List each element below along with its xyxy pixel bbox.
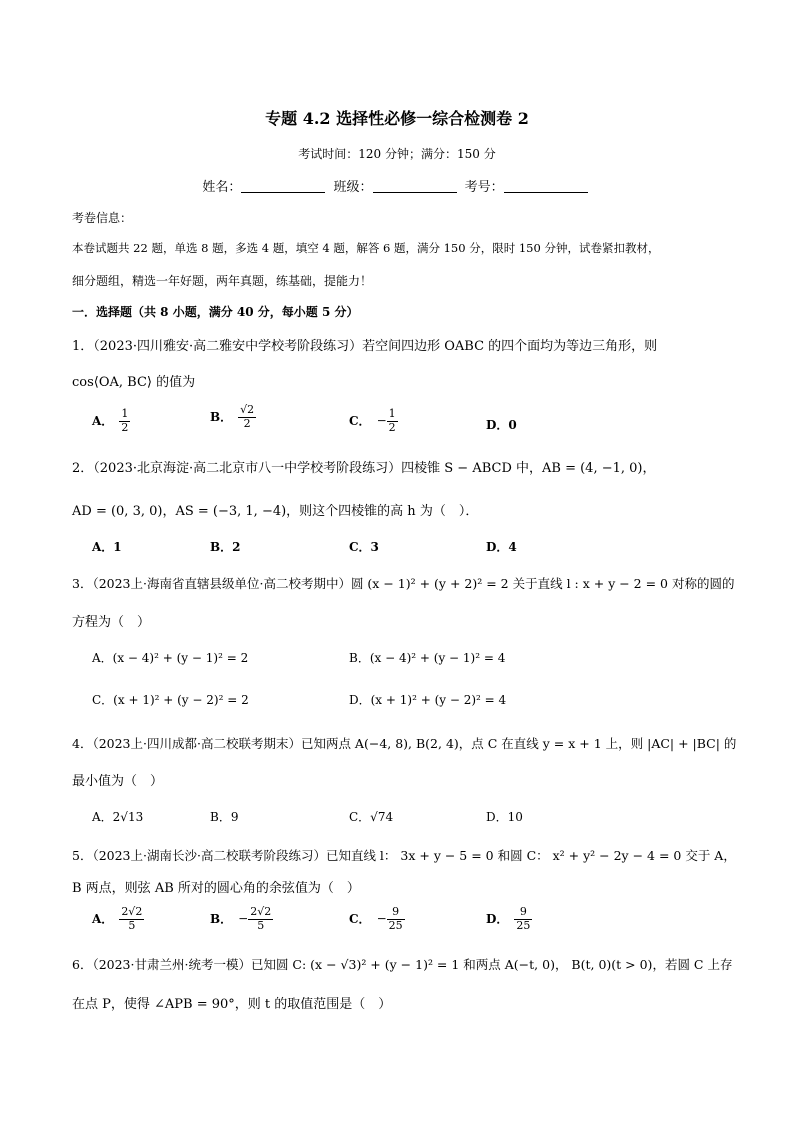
- exam-time-info: 考试时间：120 分钟；满分：150 分: [298, 147, 496, 161]
- name-label: 姓名：: [202, 180, 242, 195]
- question-5-line-2: B 两点，则弦 AB 所对的圆心角的余弦值为（ ）: [72, 881, 360, 896]
- info-line-2: 细分题组，精选一年好题，两年真题，练基础，提能力！: [72, 274, 373, 288]
- question-1-line-1: 1．（2023·四川雅安·高二雅安中学校考阶段练习）若空间四边形 OABC 的四个面均为等边三角形，则: [72, 339, 658, 354]
- question-3-option-b: B．(x − 4)² + (y − 1)² = 4: [349, 651, 506, 665]
- question-4-option-c: C．√74: [349, 810, 394, 824]
- question-3-line-2: 方程为（ ）: [72, 615, 151, 630]
- question-1-option-b: B． $\frac{√2}{2}$: [210, 403, 255, 430]
- question-2-option-b: B．2: [210, 540, 241, 554]
- info-heading: 考卷信息：: [72, 211, 133, 225]
- question-1-line-2: cos⟨OA, BC⟩ 的值为: [72, 375, 196, 390]
- student-info-row: [0, 176, 794, 195]
- question-2-line-1: 2．（2023·北京海淀·高二北京市八一中学校考阶段练习）四棱锥 S − ABCD 中，AB = (4, −1, 0)，: [72, 461, 656, 476]
- section-heading: 一．选择题（共 8 小题，满分 40 分，每小题 5 分）: [72, 305, 359, 319]
- question-1-option-a: A． $\frac{1}{2}$: [92, 407, 129, 434]
- question-3-option-d: D．(x + 1)² + (y − 2)² = 4: [349, 693, 507, 707]
- question-1-option-c: C． − $\frac{1}{2}$: [349, 407, 396, 434]
- question-2-option-d: D．4: [486, 540, 517, 554]
- page-title: 专题 4.2 选择性必修一综合检测卷 2: [265, 109, 529, 128]
- name-blank: [241, 179, 325, 193]
- class-blank: [373, 179, 457, 193]
- question-4-option-d: D．10: [486, 810, 523, 824]
- info-line-1: 本卷试题共 22 题，单选 8 题，多选 4 题，填空 4 题，解答 6 题，满分 150 分，限时 150 分钟，试卷紧扣教材，: [72, 241, 660, 255]
- question-5-option-b: B． − $\frac{2√2}{5}$: [210, 905, 272, 932]
- question-6-line-1: 6．（2023·甘肃兰州·统考一模）已知圆 C: (x − √3)² + (y − 1)² = 1 和两点 A(−t, 0)， B(t, 0)(t > 0)，若圆 C 上存: [72, 957, 733, 972]
- question-4-option-b: B．9: [210, 810, 239, 824]
- question-2-line-2: AD = (0, 3, 0)，AS = (−3, 1, −4)，则这个四棱锥的高 h 为（ ）．: [72, 504, 479, 519]
- question-5-option-a: A． $\frac{2√2}{5}$: [92, 905, 143, 932]
- question-6-line-2: 在点 P，使得 ∠APB = 90°，则 t 的取值范围是（ ）: [72, 997, 392, 1012]
- question-2-option-a: A．1: [92, 540, 122, 554]
- question-5-line-1: 5．（2023上·湖南长沙·高二校联考阶段练习）已知直线 l： 3x + y − 5 = 0 和圆 C： x² + y² − 2y − 4 = 0 交于 A，: [72, 848, 736, 863]
- question-3-line-1: 3．（2023上·海南省直辖县级单位·高二校考期中）圆 (x − 1)² + (y + 2)² = 2 关于直线 l : x + y − 2 = 0 对称的圆的: [72, 576, 735, 591]
- class-label: 班级：: [333, 180, 373, 195]
- question-4-line-1: 4．（2023上·四川成都·高二校联考期末）已知两点 A(−4, 8), B(2, 4)，点 C 在直线 y = x + 1 上，则 |AC| + |BC| 的: [72, 736, 737, 751]
- question-3-option-c: C．(x + 1)² + (y − 2)² = 2: [92, 693, 249, 707]
- number-label: 考号：: [464, 180, 504, 195]
- question-3-option-a: A．(x − 4)² + (y − 1)² = 2: [92, 651, 249, 665]
- number-blank: [504, 179, 588, 193]
- question-4-line-2: 最小值为（ ）: [72, 774, 164, 789]
- question-2-option-c: C．3: [349, 540, 379, 554]
- question-5-option-d: D． $\frac{9}{25}$: [486, 905, 531, 932]
- question-1-option-d: D．0: [486, 418, 517, 432]
- question-4-option-a: A．2√13: [92, 810, 144, 824]
- question-5-option-c: C． − $\frac{9}{25}$: [349, 905, 403, 932]
